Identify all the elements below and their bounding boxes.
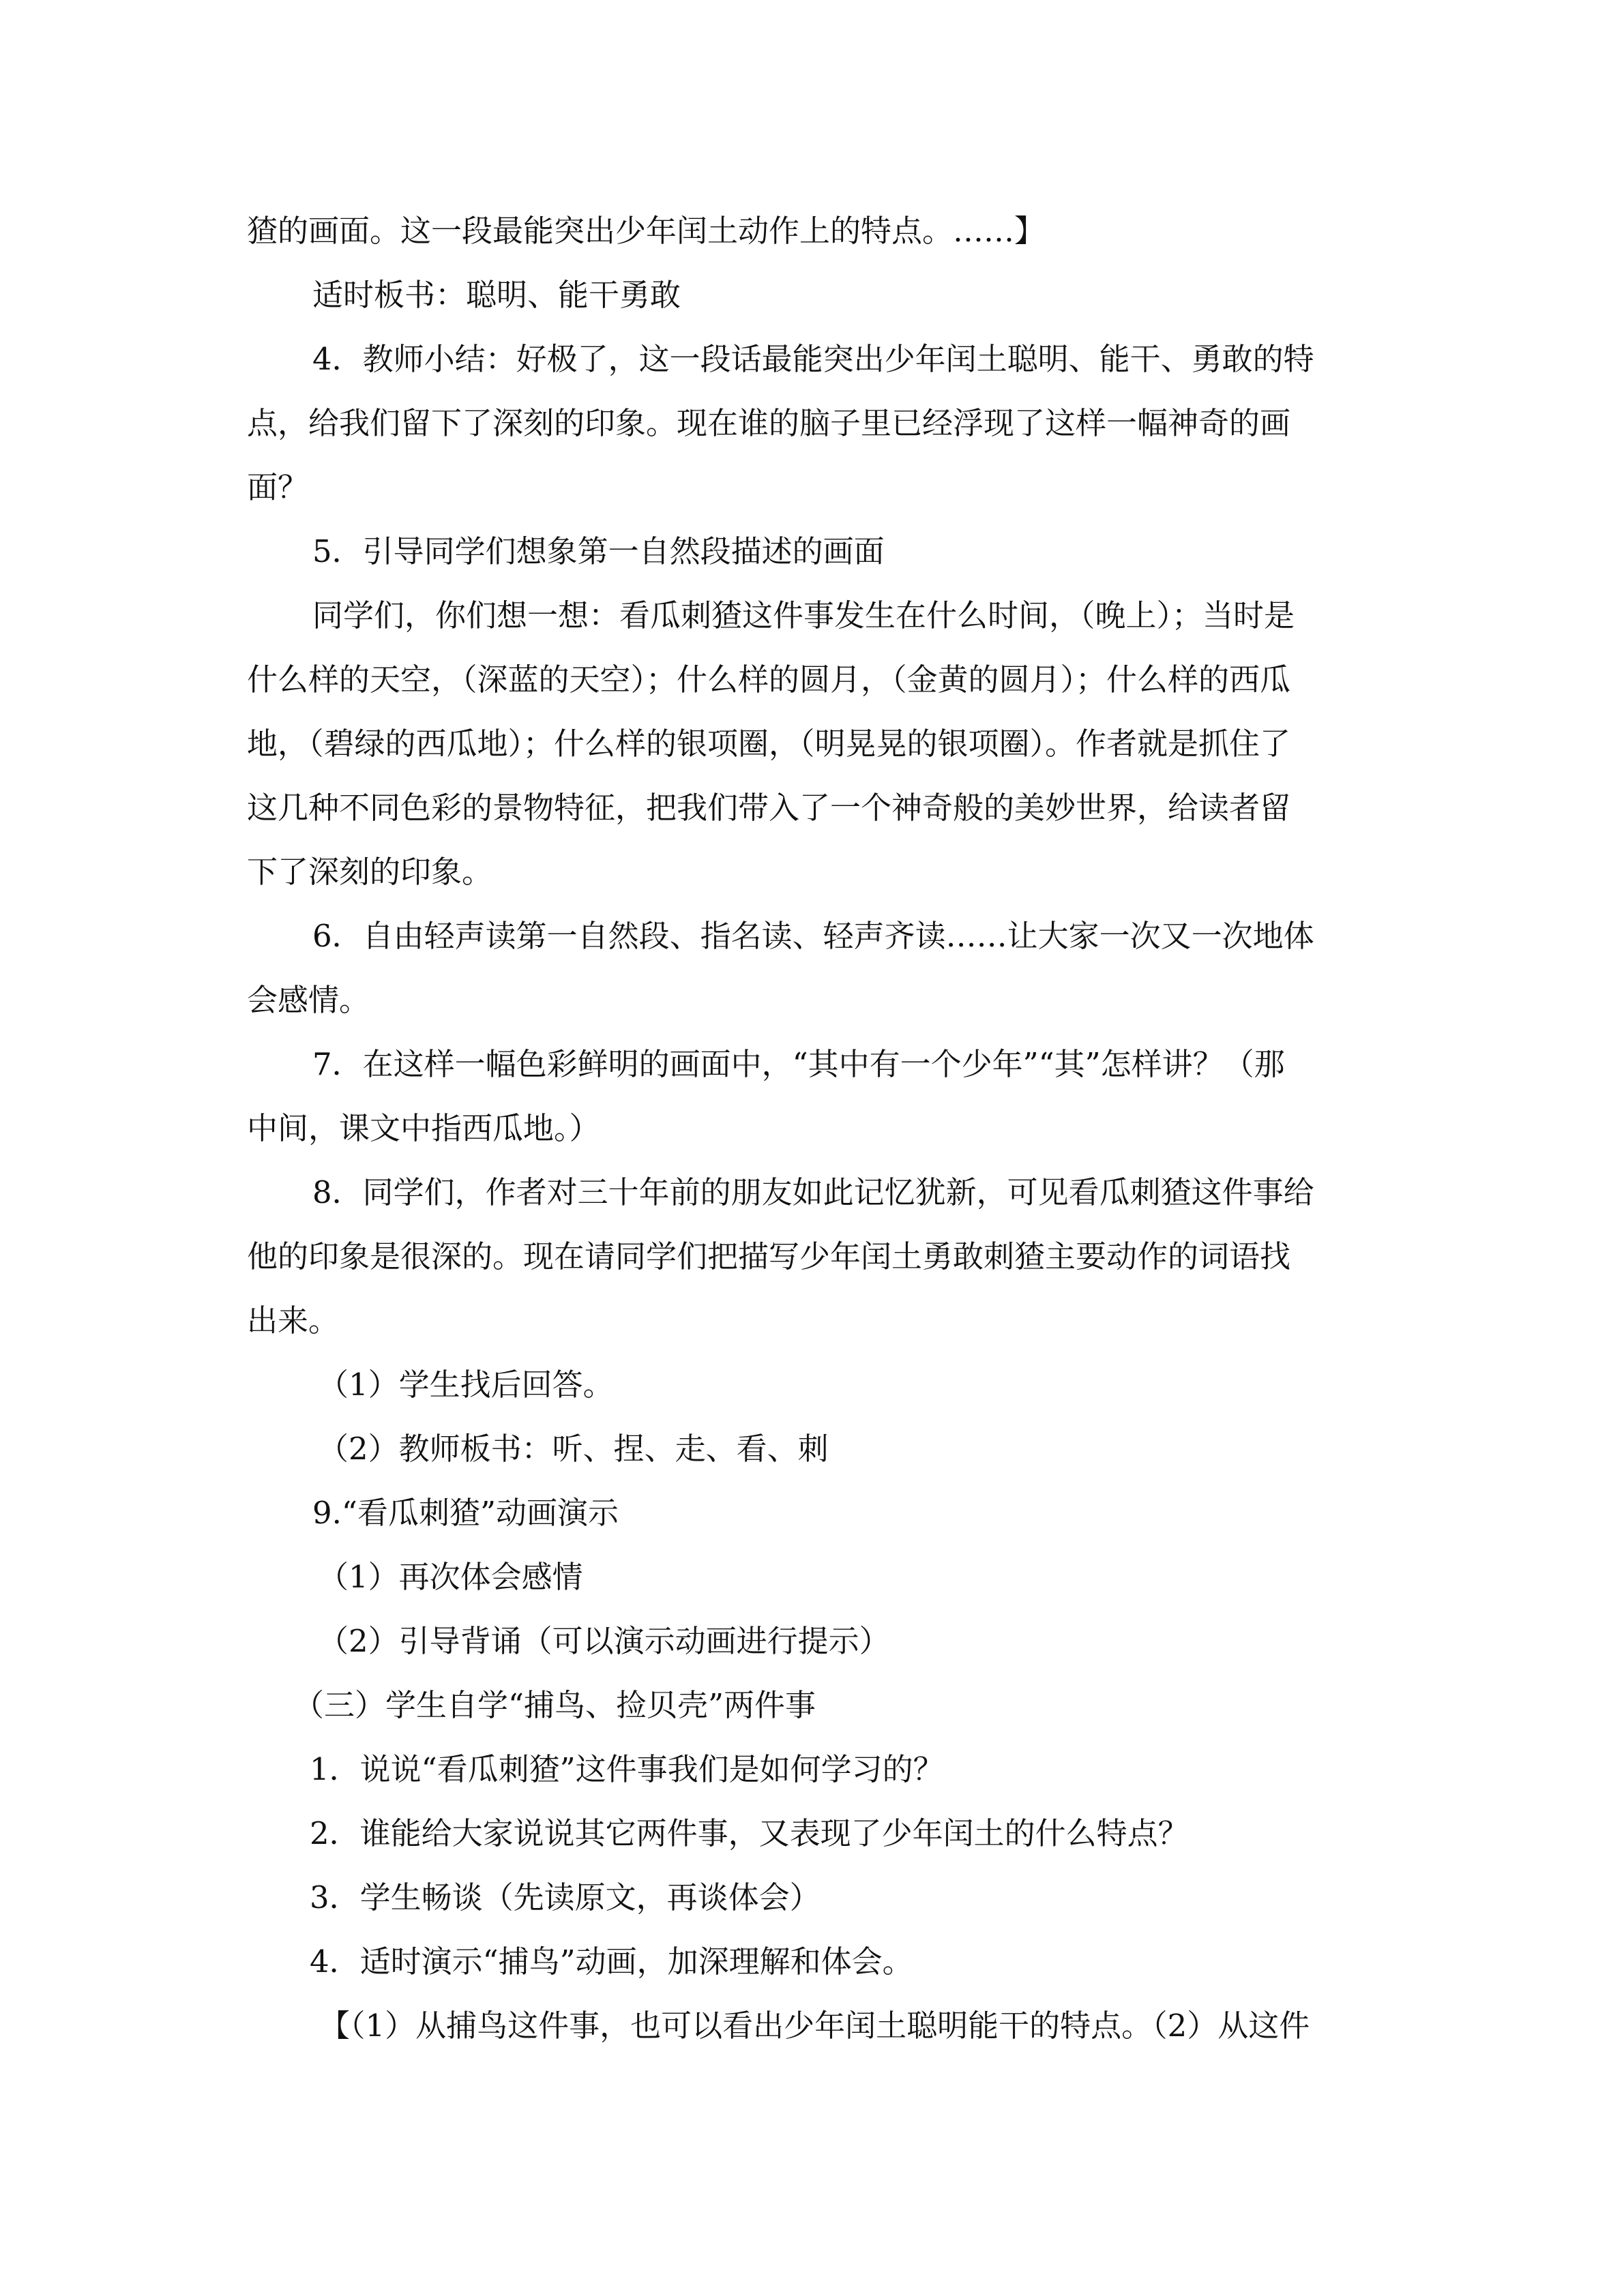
text-line-22: （1）再次体会感情 (318, 1559, 583, 1595)
text-line-20: （2）教师板书：听、捏、走、看、刺 (318, 1431, 829, 1467)
text-line-14: 7．在这样一幅色彩鲜明的画面中，“其中有一个少年”“其”怎样讲？（那 (312, 1046, 1285, 1082)
text-line-5: 面？ (247, 469, 309, 505)
text-line-18: 出来。 (247, 1302, 340, 1339)
text-line-16: 8．同学们，作者对三十年前的朋友如此记忆犹新，可见看瓜刺猹这件事给 (312, 1174, 1314, 1210)
text-line-4: 点，给我们留下了深刻的印象。现在谁的脑子里已经浮现了这样一幅神奇的画 (247, 405, 1291, 441)
text-line-29: 【（1）从捕鸟这件事，也可以看出少年闰土聪明能干的特点。（2）从这件 (319, 2008, 1310, 2044)
text-line-9: 地，（碧绿的西瓜地）；什么样的银项圈，（明晃晃的银项圈）。作者就是抓住了 (247, 726, 1291, 762)
text-line-23: （2）引导背诵（可以演示动画进行提示） (318, 1623, 890, 1659)
text-line-21: 9.“看瓜刺猹”动画演示 (312, 1495, 619, 1531)
document-body (247, 199, 1379, 2058)
text-line-10: 这几种不同色彩的景物特征，把我们带入了一个神奇般的美妙世界，给读者留 (247, 790, 1291, 826)
text-line-24: （三）学生自学“捕鸟、捡贝壳”两件事 (293, 1687, 816, 1723)
text-line-13: 会感情。 (247, 982, 370, 1018)
text-line-2: 适时板书：聪明、能干勇敢 (312, 277, 681, 313)
text-line-12: 6．自由轻声读第一自然段、指名读、轻声齐读……让大家一次又一次地体 (312, 918, 1314, 954)
text-line-11: 下了深刻的印象。 (247, 854, 493, 890)
text-line-19: （1）学生找后回答。 (318, 1367, 614, 1403)
text-line-27: 3．学生畅谈（先读原文，再谈体会） (310, 1879, 821, 1915)
text-line-6: 5．引导同学们想象第一自然段描述的画面 (312, 533, 885, 569)
text-line-28: 4．适时演示“捕鸟”动画，加深理解和体会。 (310, 1943, 913, 1980)
text-line-1: 猹的画面。这一段最能突出少年闰土动作上的特点。……】 (247, 213, 1046, 249)
text-line-7: 同学们，你们想一想：看瓜刺猹这件事发生在什么时间，（晚上）；当时是 (312, 597, 1295, 633)
text-line-17: 他的印象是很深的。现在请同学们把描写少年闰土勇敢刺猹主要动作的词语找 (247, 1238, 1291, 1274)
text-line-3: 4．教师小结：好极了，这一段话最能突出少年闰土聪明、能干、勇敢的特 (312, 341, 1314, 377)
text-line-26: 2．谁能给大家说说其它两件事，又表现了少年闰土的什么特点？ (310, 1815, 1189, 1851)
text-line-8: 什么样的天空，（深蓝的天空）；什么样的圆月，（金黄的圆月）；什么样的西瓜 (247, 661, 1291, 698)
text-line-25: 1．说说“看瓜刺猹”这件事我们是如何学习的？ (310, 1751, 944, 1787)
text-line-15: 中间，课文中指西瓜地。） (247, 1110, 600, 1146)
